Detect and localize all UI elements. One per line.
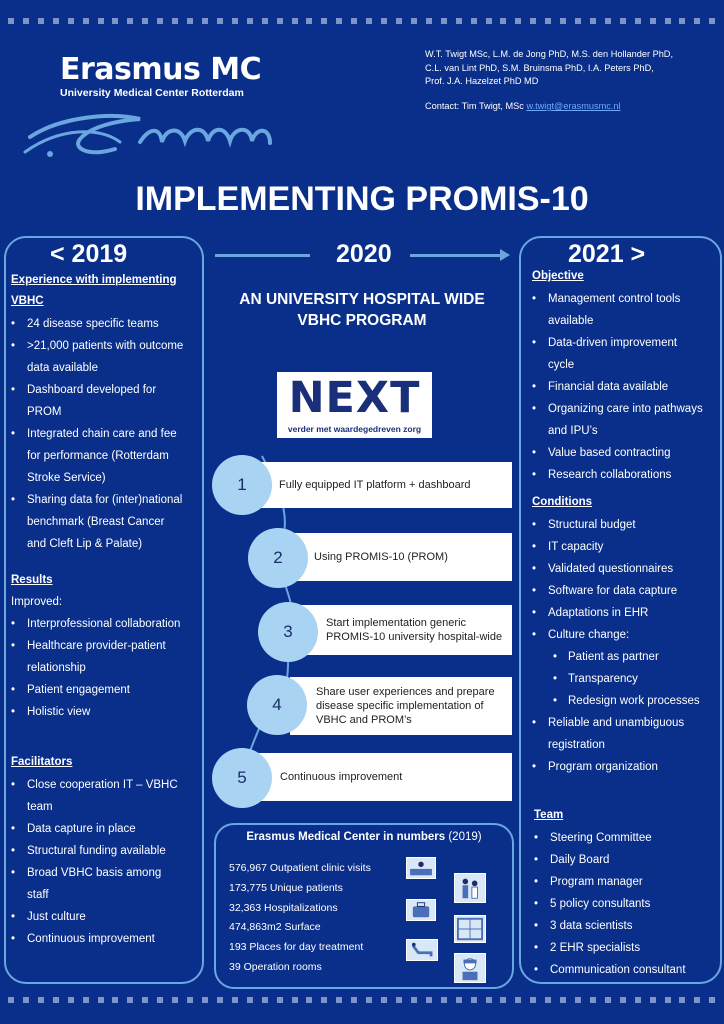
border-dot	[441, 18, 447, 24]
border-dot	[366, 997, 372, 1003]
middle-heading-line: VBHC PROGRAM	[297, 312, 427, 329]
list-item-line: • Data-driven improvement	[548, 337, 678, 349]
list-item-line: • Value based contracting	[548, 447, 671, 459]
border-dot	[68, 997, 74, 1003]
list-item-line: and IPU’s	[548, 425, 598, 437]
floor-plan-icon	[454, 915, 486, 943]
timeline-middle-label: 2020	[336, 240, 392, 268]
numbers-panel	[214, 823, 514, 989]
list-item-line: • IT capacity	[548, 541, 604, 553]
border-dot	[620, 18, 626, 24]
results-intro: Improved:	[11, 596, 63, 608]
border-dot	[500, 997, 506, 1003]
list-item	[533, 959, 721, 981]
border-dot	[665, 997, 671, 1003]
border-dot	[127, 997, 133, 1003]
team-list	[533, 827, 721, 981]
list-item-line: staff	[27, 889, 49, 901]
border-dot	[605, 18, 611, 24]
surgeon-icon	[454, 953, 486, 983]
list-item	[531, 624, 721, 646]
list-item	[531, 288, 721, 332]
list-item	[10, 489, 200, 555]
list-item	[10, 613, 200, 635]
border-dot	[411, 997, 417, 1003]
erasmus-mc-logo	[60, 52, 310, 165]
border-dot	[486, 18, 492, 24]
list-item	[531, 690, 721, 712]
border-dot	[426, 18, 432, 24]
border-dot	[515, 997, 521, 1003]
border-dot	[336, 997, 342, 1003]
bottom-dotted-border	[8, 997, 716, 1003]
list-item-line: • Interprofessional collaboration	[27, 618, 181, 630]
border-dot	[217, 18, 223, 24]
border-dot	[321, 18, 327, 24]
numbers-title-bold: Erasmus Medical Center in numbers	[246, 831, 446, 843]
list-item-line: • 2 EHR specialists	[550, 942, 641, 954]
list-item-line: • Steering Committee	[550, 832, 652, 844]
list-item-line: • 24 disease specific teams	[27, 318, 159, 330]
list-item-line: • Program manager	[550, 876, 643, 888]
step-2-box	[290, 533, 512, 581]
step-4-circle: 4	[247, 675, 307, 735]
list-item	[533, 937, 721, 959]
border-dot	[172, 18, 178, 24]
list-item	[531, 712, 721, 756]
list-item-line: available	[548, 315, 594, 327]
list-item	[10, 379, 200, 423]
border-dot	[515, 18, 521, 24]
border-dot	[426, 997, 432, 1003]
next-logo	[277, 372, 432, 438]
list-item-line: • 5 policy consultants	[550, 898, 651, 910]
list-item	[10, 862, 200, 906]
top-dotted-border	[8, 18, 716, 24]
border-dot	[157, 997, 163, 1003]
border-dot	[38, 18, 44, 24]
list-item-line: • Continuous improvement	[27, 933, 155, 945]
border-dot	[68, 18, 74, 24]
list-item	[531, 558, 721, 580]
list-item-line: relationship	[27, 662, 86, 674]
border-dot	[262, 997, 268, 1003]
list-item-line: • Management control tools	[548, 293, 681, 305]
border-dot	[247, 997, 253, 1003]
step-3-box	[300, 605, 512, 655]
timeline-right-label: 2021 >	[568, 240, 646, 268]
step-3-text: Start implementation generic PROMIS-10 university hospital-wide	[326, 617, 503, 643]
experience-list	[10, 313, 200, 555]
timeline-line-right	[410, 254, 504, 257]
border-dot	[381, 997, 387, 1003]
border-dot	[306, 18, 312, 24]
list-item-line: • Holistic view	[27, 706, 91, 718]
list-item-line: Stroke Service)	[27, 472, 106, 484]
list-item-line: • Culture change:	[548, 629, 630, 641]
list-item-line: • Patient as partner	[568, 651, 659, 663]
border-dot	[172, 997, 178, 1003]
step-1-box	[255, 462, 512, 508]
list-item	[533, 893, 721, 915]
numbers-item: 32,363 Hospitalizations	[229, 901, 338, 914]
border-dot	[381, 18, 387, 24]
border-dot	[8, 997, 14, 1003]
list-item-line: registration	[548, 739, 605, 751]
results-list	[10, 613, 200, 723]
border-dot	[456, 997, 462, 1003]
list-item	[10, 335, 200, 379]
border-dot	[709, 18, 715, 24]
list-item-line: • Reliable and unambiguous	[548, 717, 685, 729]
facilitators-list	[10, 774, 200, 950]
border-dot	[590, 997, 596, 1003]
list-item-line: • Program organization	[548, 761, 658, 773]
list-item-line: team	[27, 801, 53, 813]
list-item-line: cycle	[548, 359, 575, 371]
list-item	[531, 464, 721, 486]
logo-subtitle: University Medical Center Rotterdam	[60, 87, 244, 99]
list-item	[10, 818, 200, 840]
list-item	[531, 376, 721, 398]
experience-heading: Experience with implementing	[11, 274, 177, 286]
treatment-chair-icon	[406, 939, 438, 961]
next-logo-tagline: verder met waardegedreven zorg	[287, 424, 422, 434]
border-dot	[545, 18, 551, 24]
list-item-line: • >21,000 patients with outcome	[27, 340, 184, 352]
list-item-line: • Research collaborations	[548, 469, 672, 481]
list-item	[531, 514, 721, 536]
numbers-item: 576,967 Outpatient clinic visits	[229, 862, 371, 874]
border-dot	[650, 18, 656, 24]
border-dot	[530, 997, 536, 1003]
border-dot	[292, 997, 298, 1003]
list-item	[10, 906, 200, 928]
list-item	[531, 756, 721, 778]
list-item-line: • Close cooperation IT – VBHC	[27, 779, 178, 791]
border-dot	[500, 18, 506, 24]
border-dot	[98, 18, 104, 24]
border-dot	[679, 18, 685, 24]
border-dot	[635, 18, 641, 24]
step-1-text: Fully equipped IT platform + dashboard	[279, 479, 471, 491]
border-dot	[471, 997, 477, 1003]
border-dot	[590, 18, 596, 24]
list-item-line: • Validated questionnaires	[548, 563, 674, 575]
border-dot	[336, 18, 342, 24]
list-item-line: and Cleft Lip & Palate)	[27, 538, 143, 550]
border-dot	[306, 997, 312, 1003]
border-dot	[112, 997, 118, 1003]
border-dot	[262, 18, 268, 24]
numbers-item: 173,775 Unique patients	[229, 881, 343, 894]
list-item-line: • Broad VBHC basis among	[27, 867, 162, 879]
border-dot	[83, 18, 89, 24]
border-dot	[53, 997, 59, 1003]
list-item-line: benchmark (Breast Cancer	[27, 516, 165, 528]
border-dot	[127, 18, 133, 24]
list-item	[533, 871, 721, 893]
numbers-item: 474,863m2 Surface	[229, 921, 321, 934]
list-item	[531, 398, 721, 442]
border-dot	[635, 997, 641, 1003]
list-item	[531, 580, 721, 602]
reception-desk-icon	[406, 857, 436, 879]
border-dot	[575, 997, 581, 1003]
border-dot	[530, 18, 536, 24]
border-dot	[486, 997, 492, 1003]
contact-email-link[interactable]: w.twigt@erasmusmc.nl	[526, 101, 621, 111]
step-5-text: Continuous improvement	[280, 771, 403, 783]
border-dot	[471, 18, 477, 24]
border-dot	[709, 997, 715, 1003]
authors-block	[425, 48, 715, 89]
middle-heading	[212, 289, 512, 331]
objective-list	[531, 288, 721, 486]
numbers-item: 39 Operation rooms	[229, 960, 322, 973]
timeline-left-label: < 2019	[50, 240, 128, 268]
list-item	[10, 928, 200, 950]
step-4-text: Share user experiences and prepare disease specific implementation of VBHC and PROM’s	[316, 686, 495, 726]
authors-line: W.T. Twigt MSc, L.M. de Jong PhD, M.S. den Hollander PhD,	[425, 49, 673, 59]
border-dot	[8, 18, 14, 24]
list-item	[531, 602, 721, 624]
border-dot	[142, 18, 148, 24]
border-dot	[142, 997, 148, 1003]
border-dot	[560, 997, 566, 1003]
border-dot	[351, 997, 357, 1003]
objective-heading: Objective	[532, 270, 584, 282]
list-item-line: • 3 data scientists	[550, 920, 633, 932]
list-item-line: • Transparency	[568, 673, 638, 685]
facilitators-heading: Facilitators	[11, 756, 73, 768]
erasmus-signature-icon	[20, 97, 310, 167]
border-dot	[366, 18, 372, 24]
border-dot	[187, 18, 193, 24]
list-item-line: • Patient engagement	[27, 684, 130, 696]
doctor-patient-icon	[454, 873, 486, 903]
team-heading: Team	[534, 809, 564, 821]
border-dot	[277, 997, 283, 1003]
border-dot	[545, 997, 551, 1003]
list-item-line: for performance (Rotterdam	[27, 450, 169, 462]
border-dot	[232, 18, 238, 24]
border-dot	[650, 997, 656, 1003]
list-item	[10, 840, 200, 862]
results-heading: Results	[11, 574, 53, 586]
numbers-title	[216, 831, 512, 843]
step-2-text: Using PROMIS-10 (PROM)	[314, 551, 448, 563]
step-5-box	[250, 753, 512, 801]
border-dot	[112, 18, 118, 24]
page-title: IMPLEMENTING PROMIS-10	[135, 180, 589, 218]
list-item	[531, 442, 721, 464]
border-dot	[694, 997, 700, 1003]
authors-line: C.L. van Lint PhD, S.M. Bruinsma PhD, I.A. Peters PhD,	[425, 62, 654, 73]
list-item-line: • Dashboard developed for	[27, 384, 157, 396]
list-item-line: • Software for data capture	[548, 585, 678, 597]
middle-heading-line: AN UNIVERSITY HOSPITAL WIDE	[239, 291, 485, 308]
border-dot	[351, 18, 357, 24]
numbers-title-year: (2019)	[445, 831, 482, 843]
border-dot	[292, 18, 298, 24]
list-item	[10, 313, 200, 335]
authors-line: Prof. J.A. Hazelzet PhD MD	[425, 76, 539, 86]
border-dot	[441, 997, 447, 1003]
border-dot	[23, 18, 29, 24]
border-dot	[620, 997, 626, 1003]
list-item-line: • Healthcare provider-patient	[27, 640, 166, 652]
border-dot	[456, 18, 462, 24]
timeline-arrow-icon	[500, 249, 510, 261]
list-item	[531, 668, 721, 690]
border-dot	[187, 997, 193, 1003]
border-dot	[396, 997, 402, 1003]
border-dot	[83, 997, 89, 1003]
contact-line	[425, 101, 621, 111]
list-item-line: • Communication consultant	[550, 964, 686, 976]
list-item	[531, 332, 721, 376]
next-logo-word: NEXT	[288, 373, 421, 423]
border-dot	[23, 997, 29, 1003]
list-item-line: • Just culture	[27, 911, 86, 923]
border-dot	[232, 997, 238, 1003]
list-item-line: • Adaptations in EHR	[548, 607, 649, 619]
list-item-line: • Sharing data for (inter)national	[27, 494, 183, 506]
list-item	[10, 679, 200, 701]
border-dot	[694, 18, 700, 24]
contact-label: Contact: Tim Twigt, MSc	[425, 101, 527, 111]
border-dot	[247, 18, 253, 24]
border-dot	[38, 997, 44, 1003]
step-3-circle: 3	[258, 602, 318, 662]
step-1-circle: 1	[212, 455, 272, 515]
step-2-circle: 2	[248, 528, 308, 588]
list-item-line: • Structural funding available	[27, 845, 166, 857]
border-dot	[605, 997, 611, 1003]
list-item-line: • Daily Board	[550, 854, 610, 866]
list-item	[10, 635, 200, 679]
step-5-circle: 5	[212, 748, 272, 808]
border-dot	[53, 18, 59, 24]
border-dot	[217, 997, 223, 1003]
list-item-line: • Redesign work processes	[568, 695, 700, 707]
border-dot	[396, 18, 402, 24]
conditions-list	[531, 514, 721, 778]
border-dot	[665, 18, 671, 24]
list-item-line: • Integrated chain care and fee	[27, 428, 177, 440]
border-dot	[98, 997, 104, 1003]
list-item	[10, 774, 200, 818]
numbers-item: 193 Places for day treatment	[229, 941, 364, 954]
border-dot	[560, 18, 566, 24]
list-item-line: • Financial data available	[548, 381, 669, 393]
step-4-box	[290, 677, 512, 735]
border-dot	[679, 997, 685, 1003]
list-item	[10, 423, 200, 489]
border-dot	[277, 18, 283, 24]
medical-bag-icon	[406, 899, 436, 921]
list-item-line: • Structural budget	[548, 519, 636, 531]
list-item	[531, 646, 721, 668]
border-dot	[411, 18, 417, 24]
border-dot	[157, 18, 163, 24]
numbers-list	[229, 859, 371, 978]
border-dot	[202, 997, 208, 1003]
border-dot	[202, 18, 208, 24]
list-item-line: PROM	[27, 406, 62, 418]
list-item-line: data available	[27, 362, 98, 374]
logo-name: Erasmus MC	[60, 52, 262, 87]
list-item	[531, 536, 721, 558]
list-item-line: • Organizing care into pathways	[548, 403, 703, 415]
list-item	[10, 701, 200, 723]
conditions-heading: Conditions	[532, 496, 593, 508]
list-item-line: • Data capture in place	[27, 823, 136, 835]
experience-heading-line-2: VBHC	[11, 295, 44, 307]
border-dot	[575, 18, 581, 24]
timeline-line-left	[215, 254, 310, 257]
list-item	[533, 915, 721, 937]
border-dot	[321, 997, 327, 1003]
list-item	[533, 827, 721, 849]
list-item	[533, 849, 721, 871]
